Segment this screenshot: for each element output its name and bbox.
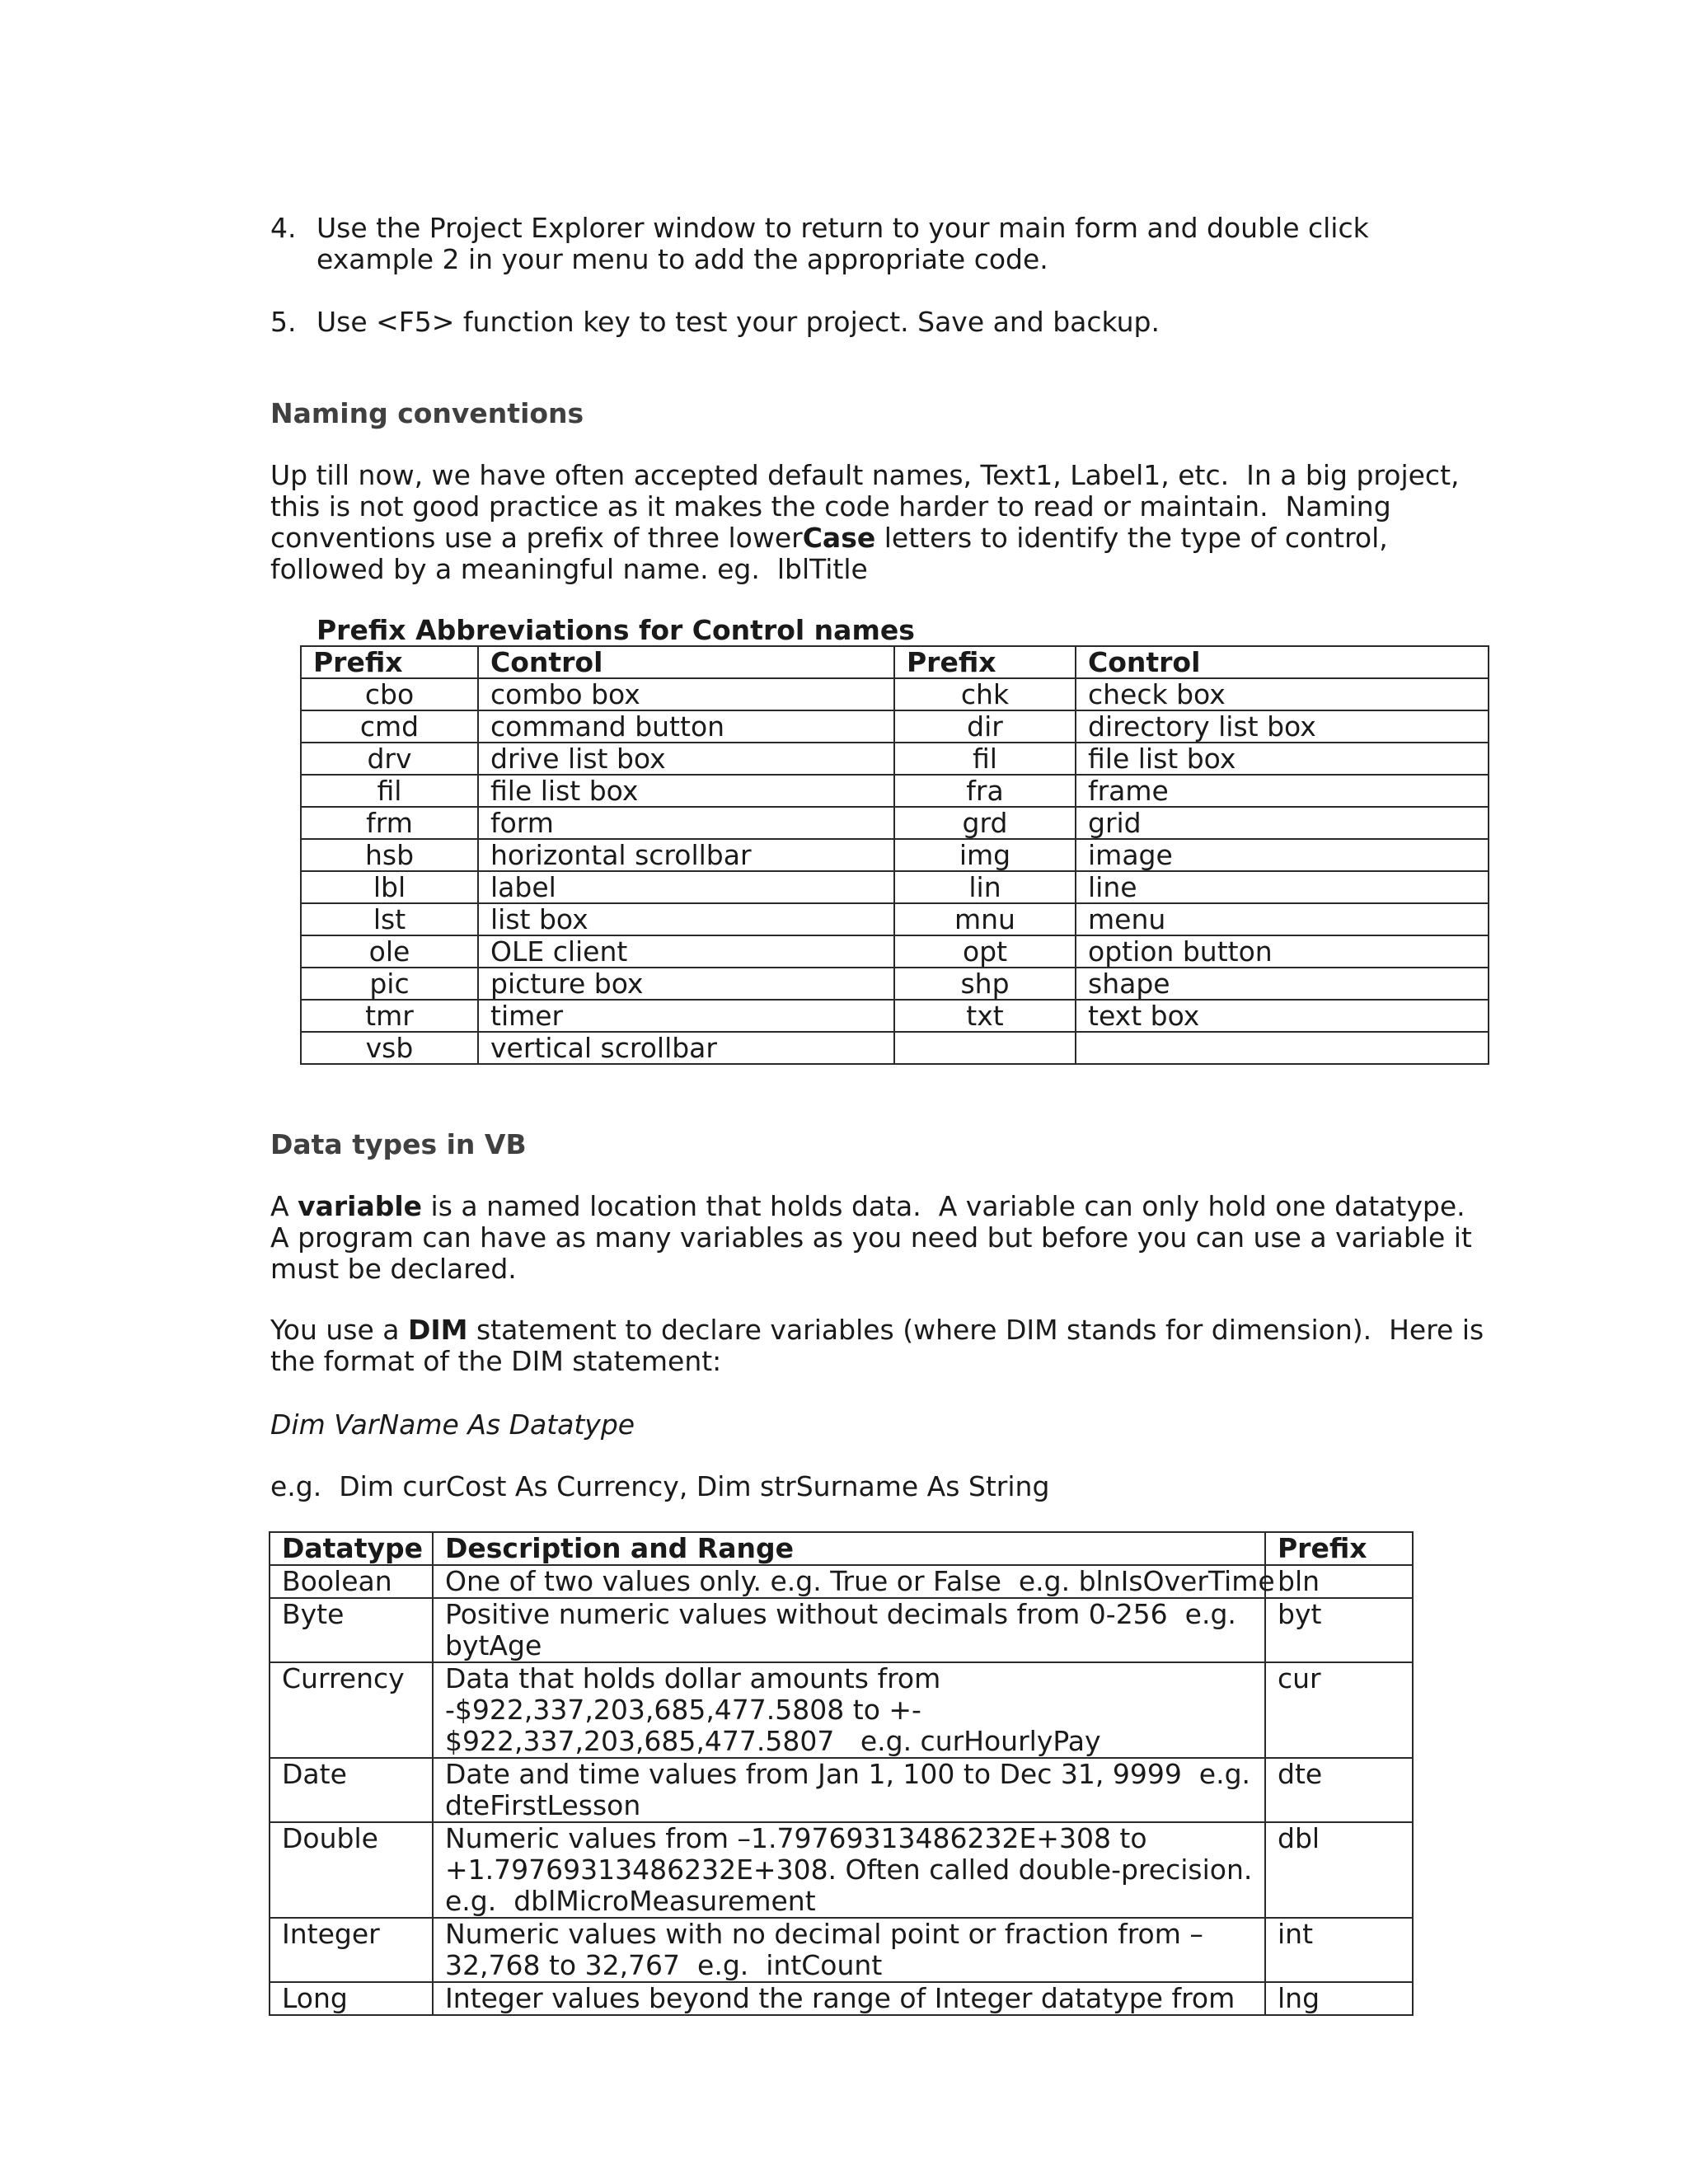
paragraph-line xyxy=(270,1191,1490,1222)
prefix-cell: cmd xyxy=(301,710,478,743)
datatype-cell: Date xyxy=(270,1758,433,1822)
description-cell xyxy=(433,1822,1265,1918)
paragraph-line: must be declared. xyxy=(270,1253,517,1285)
prefix-cell: cbo xyxy=(301,678,478,710)
prefix-cell: mnu xyxy=(894,903,1076,935)
datatype-cell: Byte xyxy=(270,1598,433,1662)
control-cell: file list box xyxy=(1076,743,1489,775)
prefix-cell: frm xyxy=(301,807,478,839)
prefix-table-caption: Prefix Abbreviations for Control names xyxy=(316,614,915,646)
prefix-cell: bln xyxy=(1265,1565,1413,1598)
control-cell: shape xyxy=(1076,968,1489,1000)
table-row xyxy=(270,1982,1413,2015)
description-cell xyxy=(433,1598,1265,1662)
step-line: Use <F5> function key to test your project. Save and backup. xyxy=(316,306,1160,338)
dim-syntax: Dim VarName As Datatype xyxy=(270,1408,635,1441)
column-header: Prefix xyxy=(1265,1532,1413,1565)
prefix-cell: dte xyxy=(1265,1758,1413,1822)
text-run: letters to identify the type of control, xyxy=(875,522,1388,554)
control-cell: line xyxy=(1076,871,1489,903)
prefix-table xyxy=(300,645,1489,1065)
paragraph-line: followed by a meaningful name. eg. lblTitle xyxy=(270,553,868,585)
description-line: $922,337,203,685,477.5807 e.g. curHourlyPay xyxy=(445,1725,1101,1757)
datatype-cell: Currency xyxy=(270,1662,433,1758)
prefix-cell: lbl xyxy=(301,871,478,903)
description-line: Numeric values from –1.79769313486232E+308 to xyxy=(445,1822,1147,1854)
table-row xyxy=(301,903,1489,935)
table-row xyxy=(301,775,1489,807)
prefix-cell xyxy=(894,1032,1076,1064)
description-line: Positive numeric values without decimals from 0-256 e.g. xyxy=(445,1598,1236,1630)
table-row xyxy=(270,1662,1413,1758)
description-line: dteFirstLesson xyxy=(445,1789,641,1821)
control-cell: menu xyxy=(1076,903,1489,935)
description-cell xyxy=(433,1982,1265,2015)
description-line: +1.79769313486232E+308. Often called double-precision. xyxy=(445,1854,1253,1886)
control-cell: frame xyxy=(1076,775,1489,807)
datatype-table xyxy=(269,1531,1414,2016)
table-row xyxy=(270,1918,1413,1982)
prefix-cell: txt xyxy=(894,1000,1076,1032)
text-run: You use a xyxy=(270,1314,408,1346)
prefix-cell: shp xyxy=(894,968,1076,1000)
prefix-cell: fra xyxy=(894,775,1076,807)
control-cell: check box xyxy=(1076,678,1489,710)
prefix-cell: drv xyxy=(301,743,478,775)
description-line: Data that holds dollar amounts from xyxy=(445,1662,941,1694)
table-row xyxy=(301,743,1489,775)
description-line: Integer values beyond the range of Integer datatype from xyxy=(445,1982,1236,2014)
table-row xyxy=(301,1000,1489,1032)
bold-text: Case xyxy=(802,522,876,554)
prefix-cell: grd xyxy=(894,807,1076,839)
description-cell xyxy=(433,1565,1275,1598)
paragraph-line: this is not good practice as it makes the code harder to read or maintain. Naming xyxy=(270,490,1391,523)
control-cell: file list box xyxy=(478,775,894,807)
prefix-cell: lng xyxy=(1265,1982,1413,2015)
datatypes-heading: Data types in VB xyxy=(270,1128,527,1160)
column-header: Prefix xyxy=(894,646,1076,678)
datatype-cell: Integer xyxy=(270,1918,433,1982)
table-row xyxy=(270,1598,1413,1662)
description-line: 32,768 to 32,767 e.g. intCount xyxy=(445,1949,883,1981)
description-line: One of two values only. e.g. True or False e.g. blnIsOverTime xyxy=(445,1565,1275,1597)
datatype-table-header-row xyxy=(270,1532,1413,1565)
text-run: conventions use a prefix of three lower xyxy=(270,522,803,554)
column-header: Description and Range xyxy=(433,1532,1265,1565)
variable-paragraph xyxy=(270,1191,1490,1285)
paragraph-line xyxy=(270,1315,1490,1346)
prefix-cell: hsb xyxy=(301,839,478,871)
step-number: 4. xyxy=(270,212,297,244)
prefix-cell: opt xyxy=(894,935,1076,968)
prefix-cell: chk xyxy=(894,678,1076,710)
table-row xyxy=(270,1822,1413,1918)
prefix-cell: lst xyxy=(301,903,478,935)
prefix-cell: img xyxy=(894,839,1076,871)
table-row xyxy=(301,678,1489,710)
table-row xyxy=(301,871,1489,903)
step-number: 5. xyxy=(270,306,297,338)
prefix-cell: cur xyxy=(1265,1662,1413,1758)
text-run: is a named location that holds data. A variable can only hold one datatype. xyxy=(422,1190,1465,1222)
description-line: Numeric values with no decimal point or fraction from – xyxy=(445,1918,1203,1950)
column-header: Datatype xyxy=(270,1532,433,1565)
control-cell: timer xyxy=(478,1000,894,1032)
control-cell: OLE client xyxy=(478,935,894,968)
datatype-cell: Boolean xyxy=(270,1565,433,1598)
datatype-cell: Long xyxy=(270,1982,433,2015)
table-row xyxy=(301,839,1489,871)
control-cell: combo box xyxy=(478,678,894,710)
step-text xyxy=(316,213,1470,275)
description-cell xyxy=(433,1758,1265,1822)
paragraph-line xyxy=(270,523,1490,554)
control-cell: form xyxy=(478,807,894,839)
description-line: Date and time values from Jan 1, 100 to Dec 31, 9999 e.g. xyxy=(445,1758,1251,1790)
control-cell: label xyxy=(478,871,894,903)
table-row xyxy=(270,1565,1413,1598)
control-cell: directory list box xyxy=(1076,710,1489,743)
table-row xyxy=(301,968,1489,1000)
control-cell: command button xyxy=(478,710,894,743)
table-row xyxy=(301,935,1489,968)
control-cell: horizontal scrollbar xyxy=(478,839,894,871)
bold-text: DIM xyxy=(407,1314,468,1346)
prefix-cell: pic xyxy=(301,968,478,1000)
column-header: Control xyxy=(478,646,894,678)
prefix-cell: ole xyxy=(301,935,478,968)
prefix-cell: byt xyxy=(1265,1598,1413,1662)
prefix-table-header-row xyxy=(301,646,1489,678)
bold-text: variable xyxy=(298,1190,423,1222)
prefix-cell: dbl xyxy=(1265,1822,1413,1918)
table-row xyxy=(301,710,1489,743)
prefix-cell: int xyxy=(1265,1918,1413,1982)
step-line: example 2 in your menu to add the appropriate code. xyxy=(316,243,1048,275)
column-header: Prefix xyxy=(301,646,478,678)
step-text xyxy=(316,307,1470,338)
text-run: statement to declare variables (where DIM stands for dimension). Here is xyxy=(467,1314,1484,1346)
control-cell: picture box xyxy=(478,968,894,1000)
prefix-cell: lin xyxy=(894,871,1076,903)
description-cell xyxy=(433,1918,1265,1982)
description-line: e.g. dblMicroMeasurement xyxy=(445,1885,816,1917)
description-cell xyxy=(433,1662,1265,1758)
step-line: Use the Project Explorer window to return to your main form and double click xyxy=(316,212,1369,244)
table-row xyxy=(301,1032,1489,1064)
datatype-cell: Double xyxy=(270,1822,433,1918)
naming-paragraph xyxy=(270,460,1490,585)
column-header: Control xyxy=(1076,646,1489,678)
prefix-cell: fil xyxy=(301,775,478,807)
prefix-cell: dir xyxy=(894,710,1076,743)
prefix-cell: fil xyxy=(894,743,1076,775)
prefix-cell: tmr xyxy=(301,1000,478,1032)
control-cell: list box xyxy=(478,903,894,935)
table-row xyxy=(270,1758,1413,1822)
control-cell xyxy=(1076,1032,1489,1064)
control-cell: text box xyxy=(1076,1000,1489,1032)
description-line: bytAge xyxy=(445,1629,542,1661)
control-cell: grid xyxy=(1076,807,1489,839)
paragraph-line: Up till now, we have often accepted default names, Text1, Label1, etc. In a big project, xyxy=(270,459,1460,491)
description-line: -$922,337,203,685,477.5808 to +- xyxy=(445,1694,921,1726)
text-run: A xyxy=(270,1190,298,1222)
paragraph-line: A program can have as many variables as you need but before you can use a variable it xyxy=(270,1221,1472,1254)
dim-example: e.g. Dim curCost As Currency, Dim strSurname As String xyxy=(270,1470,1050,1502)
prefix-cell: vsb xyxy=(301,1032,478,1064)
table-row xyxy=(301,807,1489,839)
dim-paragraph xyxy=(270,1315,1490,1377)
naming-heading: Naming conventions xyxy=(270,397,584,429)
control-cell: option button xyxy=(1076,935,1489,968)
control-cell: vertical scrollbar xyxy=(478,1032,894,1064)
control-cell: drive list box xyxy=(478,743,894,775)
paragraph-line: the format of the DIM statement: xyxy=(270,1345,722,1377)
control-cell: image xyxy=(1076,839,1489,871)
